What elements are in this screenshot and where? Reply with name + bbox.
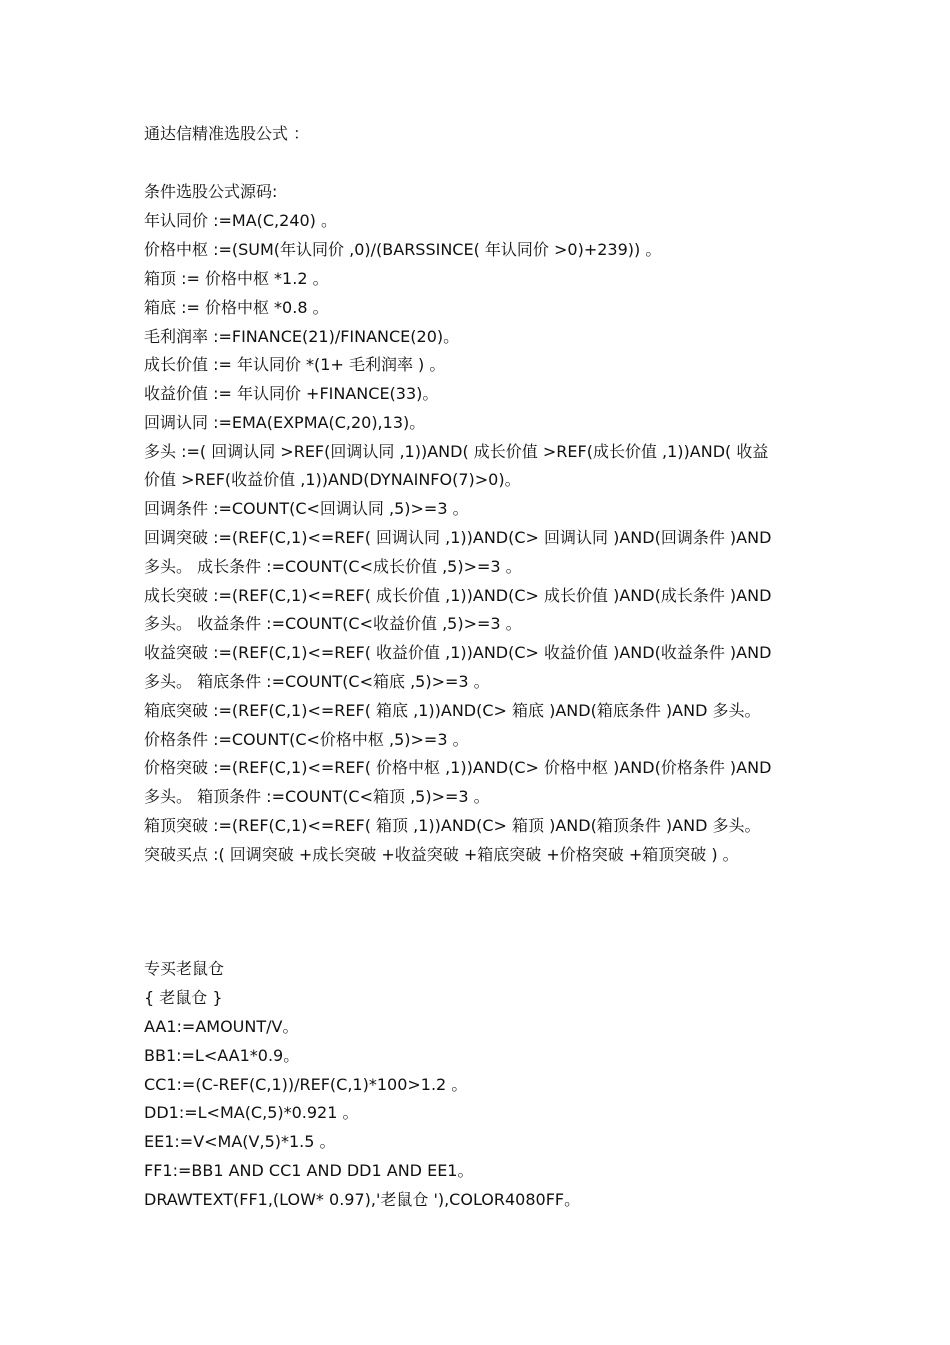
code-line: 年认同价 :=MA(C,240) 。 (144, 211, 338, 230)
code-line: 多头。 成长条件 :=COUNT(C<成长价值 ,5)>=3 。 (144, 557, 522, 576)
code-line: 箱顶 := 价格中枢 *1.2 。 (144, 269, 329, 288)
code-line: 回调突破 :=(REF(C,1)<=REF( 回调认同 ,1))AND(C> 回调认同 )AND(回调条件 )AND (144, 528, 772, 547)
code-line: FF1:=BB1 AND CC1 AND DD1 AND EE1。 (144, 1161, 474, 1180)
document-title: 通达信精准选股公式 ： (144, 124, 310, 143)
section-heading: 条件选股公式源码: (144, 182, 278, 201)
code-line: 价格突破 :=(REF(C,1)<=REF( 价格中枢 ,1))AND(C> 价格中枢 )AND(价格条件 )AND (144, 758, 772, 777)
code-line: 箱底 := 价格中枢 *0.8 。 (144, 298, 329, 317)
code-line: EE1:=V<MA(V,5)*1.5 。 (144, 1132, 336, 1151)
code-line: 回调条件 :=COUNT(C<回调认同 ,5)>=3 。 (144, 499, 469, 518)
code-line: 价格中枢 :=(SUM(年认同价 ,0)/(BARSSINCE( 年认同价 >0)+239)) 。 (144, 240, 662, 259)
code-line: 多头 :=( 回调认同 >REF(回调认同 ,1))AND( 成长价值 >REF(成长价值 ,1))AND( 收益 (144, 442, 769, 461)
code-line: 多头。 收益条件 :=COUNT(C<收益价值 ,5)>=3 。 (144, 614, 522, 633)
code-line: 收益价值 := 年认同价 +FINANCE(33)。 (144, 384, 439, 403)
code-line: 成长价值 := 年认同价 *(1+ 毛利润率 ) 。 (144, 355, 446, 374)
code-line: 箱底突破 :=(REF(C,1)<=REF( 箱底 ,1))AND(C> 箱底 )AND(箱底条件 )AND 多头。 (144, 701, 761, 720)
code-line: 收益突破 :=(REF(C,1)<=REF( 收益价值 ,1))AND(C> 收益价值 )AND(收益条件 )AND (144, 643, 772, 662)
code-line: 突破买点 :( 回调突破 +成长突破 +收益突破 +箱底突破 +价格突破 +箱顶突破 ) 。 (144, 845, 739, 864)
code-line: 价值 >REF(收益价值 ,1))AND(DYNAINFO(7)>0)。 (144, 470, 521, 489)
code-line: 箱顶突破 :=(REF(C,1)<=REF( 箱顶 ,1))AND(C> 箱顶 )AND(箱顶条件 )AND 多头。 (144, 816, 761, 835)
code-line: 多头。 箱顶条件 :=COUNT(C<箱顶 ,5)>=3 。 (144, 787, 490, 806)
code-line: BB1:=L<AA1*0.9。 (144, 1046, 300, 1065)
code-line: 多头。 箱底条件 :=COUNT(C<箱底 ,5)>=3 。 (144, 672, 490, 691)
code-line: 回调认同 :=EMA(EXPMA(C,20),13)。 (144, 413, 426, 432)
code-line: DD1:=L<MA(C,5)*0.921 。 (144, 1103, 359, 1122)
code-line: { 老鼠仓 } (144, 988, 223, 1007)
code-line: AA1:=AMOUNT/V。 (144, 1017, 299, 1036)
code-line: 成长突破 :=(REF(C,1)<=REF( 成长价值 ,1))AND(C> 成长价值 )AND(成长条件 )AND (144, 586, 772, 605)
code-line: CC1:=(C-REF(C,1))/REF(C,1)*100>1.2 。 (144, 1075, 468, 1094)
code-line: DRAWTEXT(FF1,(LOW* 0.97),'老鼠仓 '),COLOR4080FF。 (144, 1190, 581, 1209)
section-heading: 专买老鼠仓 (144, 959, 225, 978)
code-line: 毛利润率 :=FINANCE(21)/FINANCE(20)。 (144, 327, 460, 346)
code-line: 价格条件 :=COUNT(C<价格中枢 ,5)>=3 。 (144, 730, 469, 749)
